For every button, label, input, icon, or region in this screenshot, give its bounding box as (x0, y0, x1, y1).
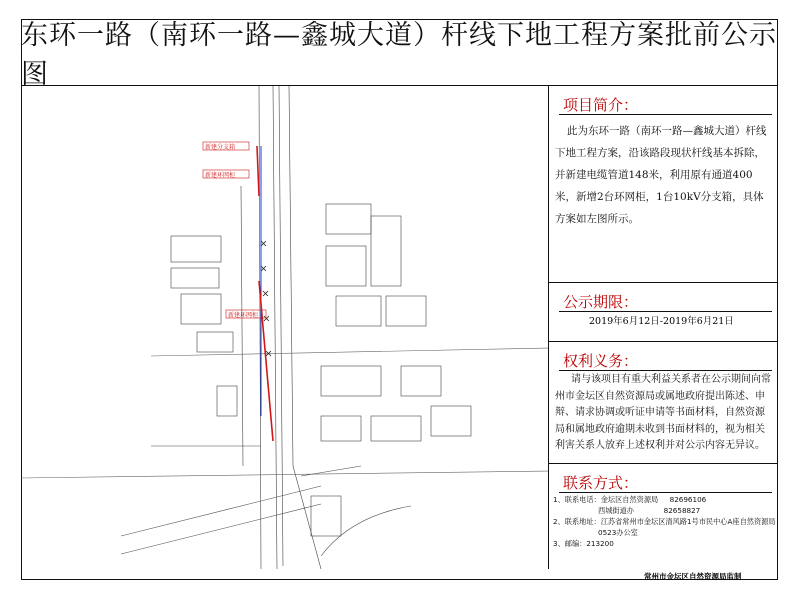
map-label-3: 新建环网柜 (228, 312, 259, 319)
page-title: 东环一路（南环一路—鑫城大道）杆线下地工程方案批前公示图 (21, 20, 777, 90)
site-plan-map (21, 86, 549, 569)
divider (559, 492, 772, 493)
rights-section (549, 342, 778, 464)
address-line-2: 0523办公室 (598, 528, 638, 537)
map-label-2: 新建环网柜 (205, 172, 236, 179)
contact-heading: 联系方式： (563, 474, 639, 492)
period-text: 2019年6月12日-2019年6月21日 (589, 316, 734, 327)
rights-text: 请与该项目有重大利益关系者在公示期间向常州市金坛区自然资源局或属地政府提出陈述、申辩、请求协调或听证申请等书面材料，自然资源局和属地政府逾期未收到书面材料的，视为相关利害关系人放弃上述权利并对公示内容无异议。 (555, 374, 771, 451)
map-label-1: 新建分支箱 (205, 144, 236, 151)
period-heading: 公示期限： (563, 293, 639, 311)
rights-heading: 权利义务： (563, 352, 639, 370)
address-line-1: 江苏省常州市金坛区清风路1号市民中心A座自然资源局 (600, 517, 776, 526)
contact-section (549, 464, 778, 569)
phone2-label: 西城街道办 (598, 506, 634, 515)
divider (559, 311, 772, 312)
intro-text: 此为东环一路（南环一路—鑫城大道）杆线下地工程方案，沿该路段现状杆线基本拆除，并新建电缆管道148米，利用原有通道400米，新增2台环网柜，1台10kV分支箱，具体方案如左图所示。 (555, 125, 767, 225)
period-section (549, 283, 778, 342)
divider (559, 114, 772, 115)
info-panel (549, 86, 778, 569)
phone2: 82658827 (663, 506, 701, 515)
divider (559, 370, 772, 371)
intro-heading: 项目简介： (563, 96, 639, 114)
address-label: 2、联系地址： (553, 517, 601, 526)
intro-section (549, 86, 778, 283)
phone1-label: 1、联系电话：金坛区自然资源局 (553, 495, 659, 504)
site-plan-drawing (21, 86, 549, 569)
footer-issuer: 常州市金坛区自然资源局监制 (644, 572, 742, 581)
zip-code: 3、邮编：213200 (553, 539, 614, 548)
phone1: 82696106 (669, 495, 707, 504)
contact-text (553, 494, 774, 549)
